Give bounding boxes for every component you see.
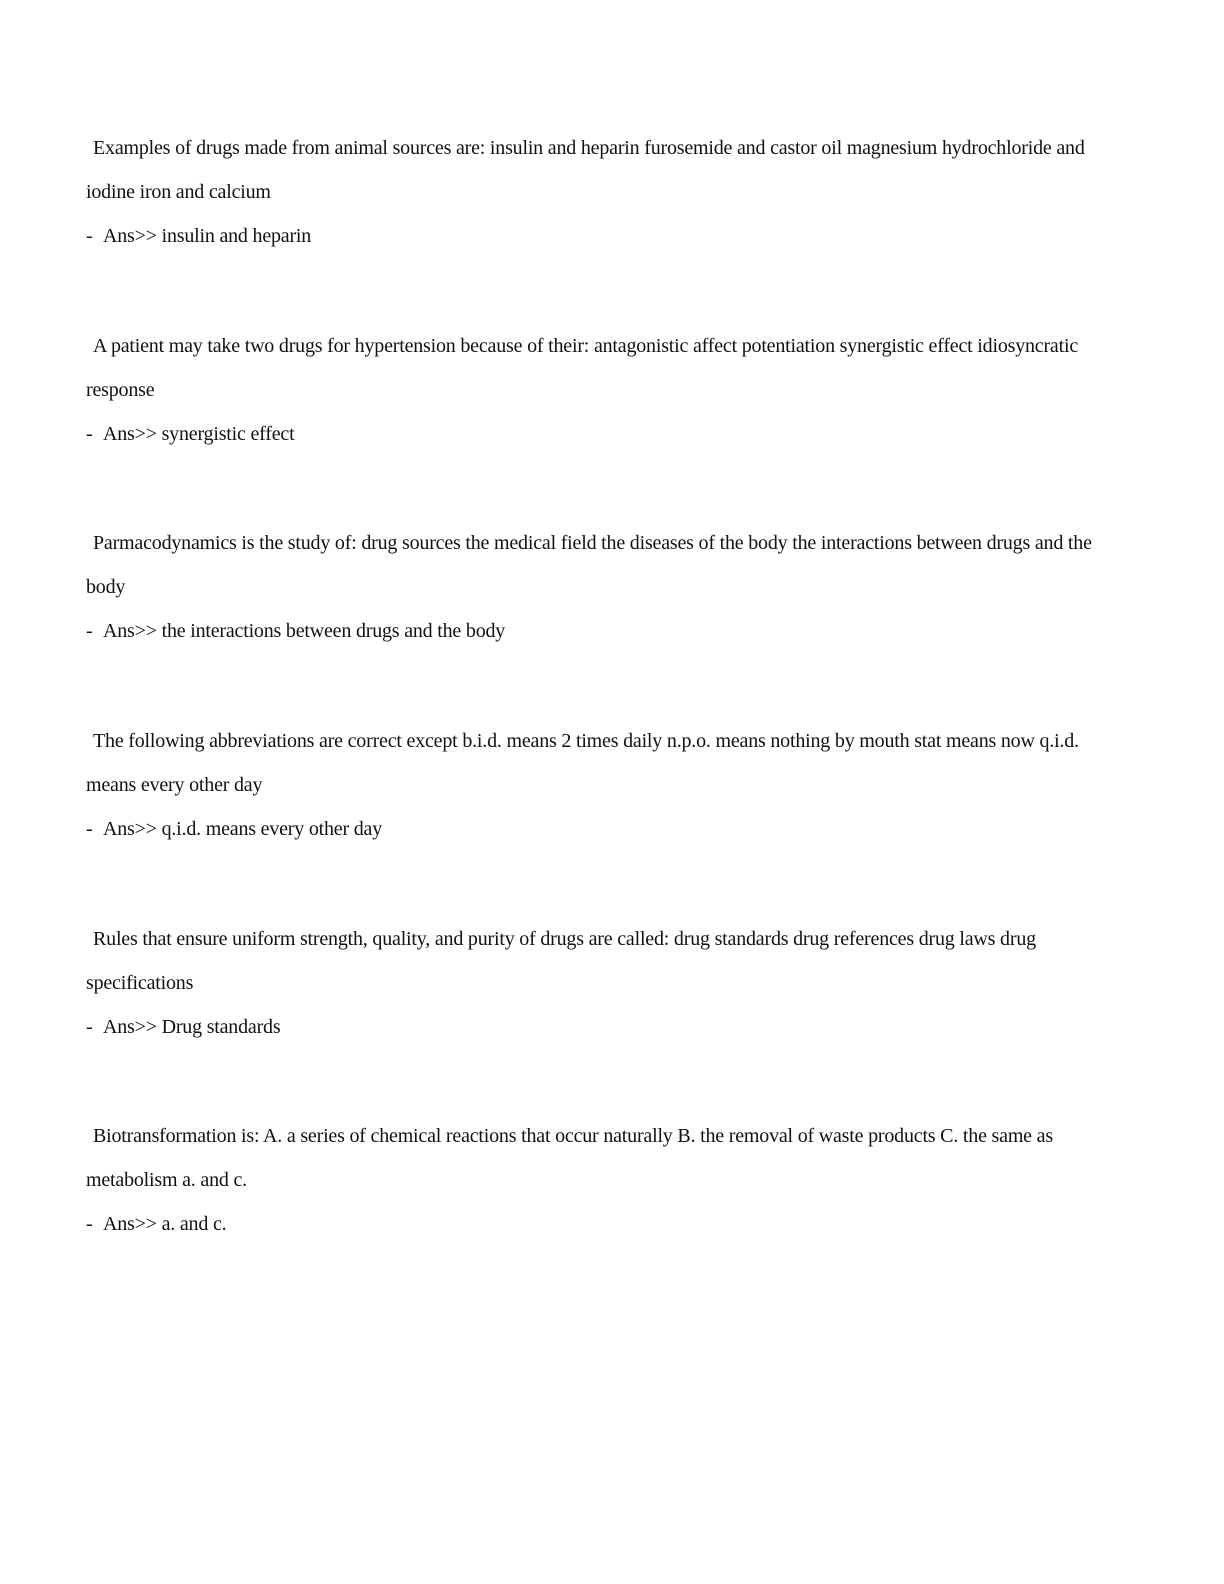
answer-line [86, 1212, 1096, 1236]
answer-text: Ans>> insulin and heparin [103, 225, 312, 247]
answer-line [86, 224, 1096, 248]
answer-text: Ans>> synergistic effect [103, 423, 295, 445]
qa-item-1 [86, 126, 1096, 248]
question-text: Rules that ensure uniform strength, quality, and purity of drugs are called: drug standards drug references drug laws drug specifications [86, 928, 1036, 994]
answer-bullet: - [86, 225, 93, 247]
question-text: A patient may take two drugs for hypertension because of their: antagonistic affect potentiation synergistic effect idiosyncratic response [86, 335, 1079, 401]
answer-bullet: - [86, 423, 93, 445]
answer-text: Ans>> a. and c. [103, 1213, 227, 1235]
answer-text: Ans>> the interactions between drugs and the body [103, 620, 506, 642]
answer-line [86, 422, 1096, 446]
answer-text: Ans>> Drug standards [103, 1016, 281, 1038]
question-text: Biotransformation is: A. a series of chemical reactions that occur naturally B. the removal of waste products C. the same as metabolism a. and c. [86, 1125, 1053, 1191]
qa-item-5 [86, 917, 1096, 1039]
qa-item-2 [86, 324, 1096, 446]
question-text: Examples of drugs made from animal sources are: insulin and heparin furosemide and castor oil magnesium hydrochloride and iodine iron and calcium [86, 137, 1085, 203]
qa-item-3 [86, 521, 1096, 643]
answer-bullet: - [86, 818, 93, 840]
answer-line [86, 1015, 1096, 1039]
answer-bullet: - [86, 1016, 93, 1038]
answer-line [86, 817, 1096, 841]
answer-bullet: - [86, 620, 93, 642]
answer-bullet: - [86, 1213, 93, 1235]
qa-item-6 [86, 1114, 1096, 1236]
answer-text: Ans>> q.i.d. means every other day [103, 818, 383, 840]
question-text: The following abbreviations are correct except b.i.d. means 2 times daily n.p.o. means nothing by mouth stat means now q.i.d. means every other day [86, 730, 1079, 796]
qa-item-4 [86, 719, 1096, 841]
answer-line [86, 619, 1096, 643]
question-text: Parmacodynamics is the study of: drug sources the medical field the diseases of the body the interactions between drugs and the body [86, 532, 1092, 598]
